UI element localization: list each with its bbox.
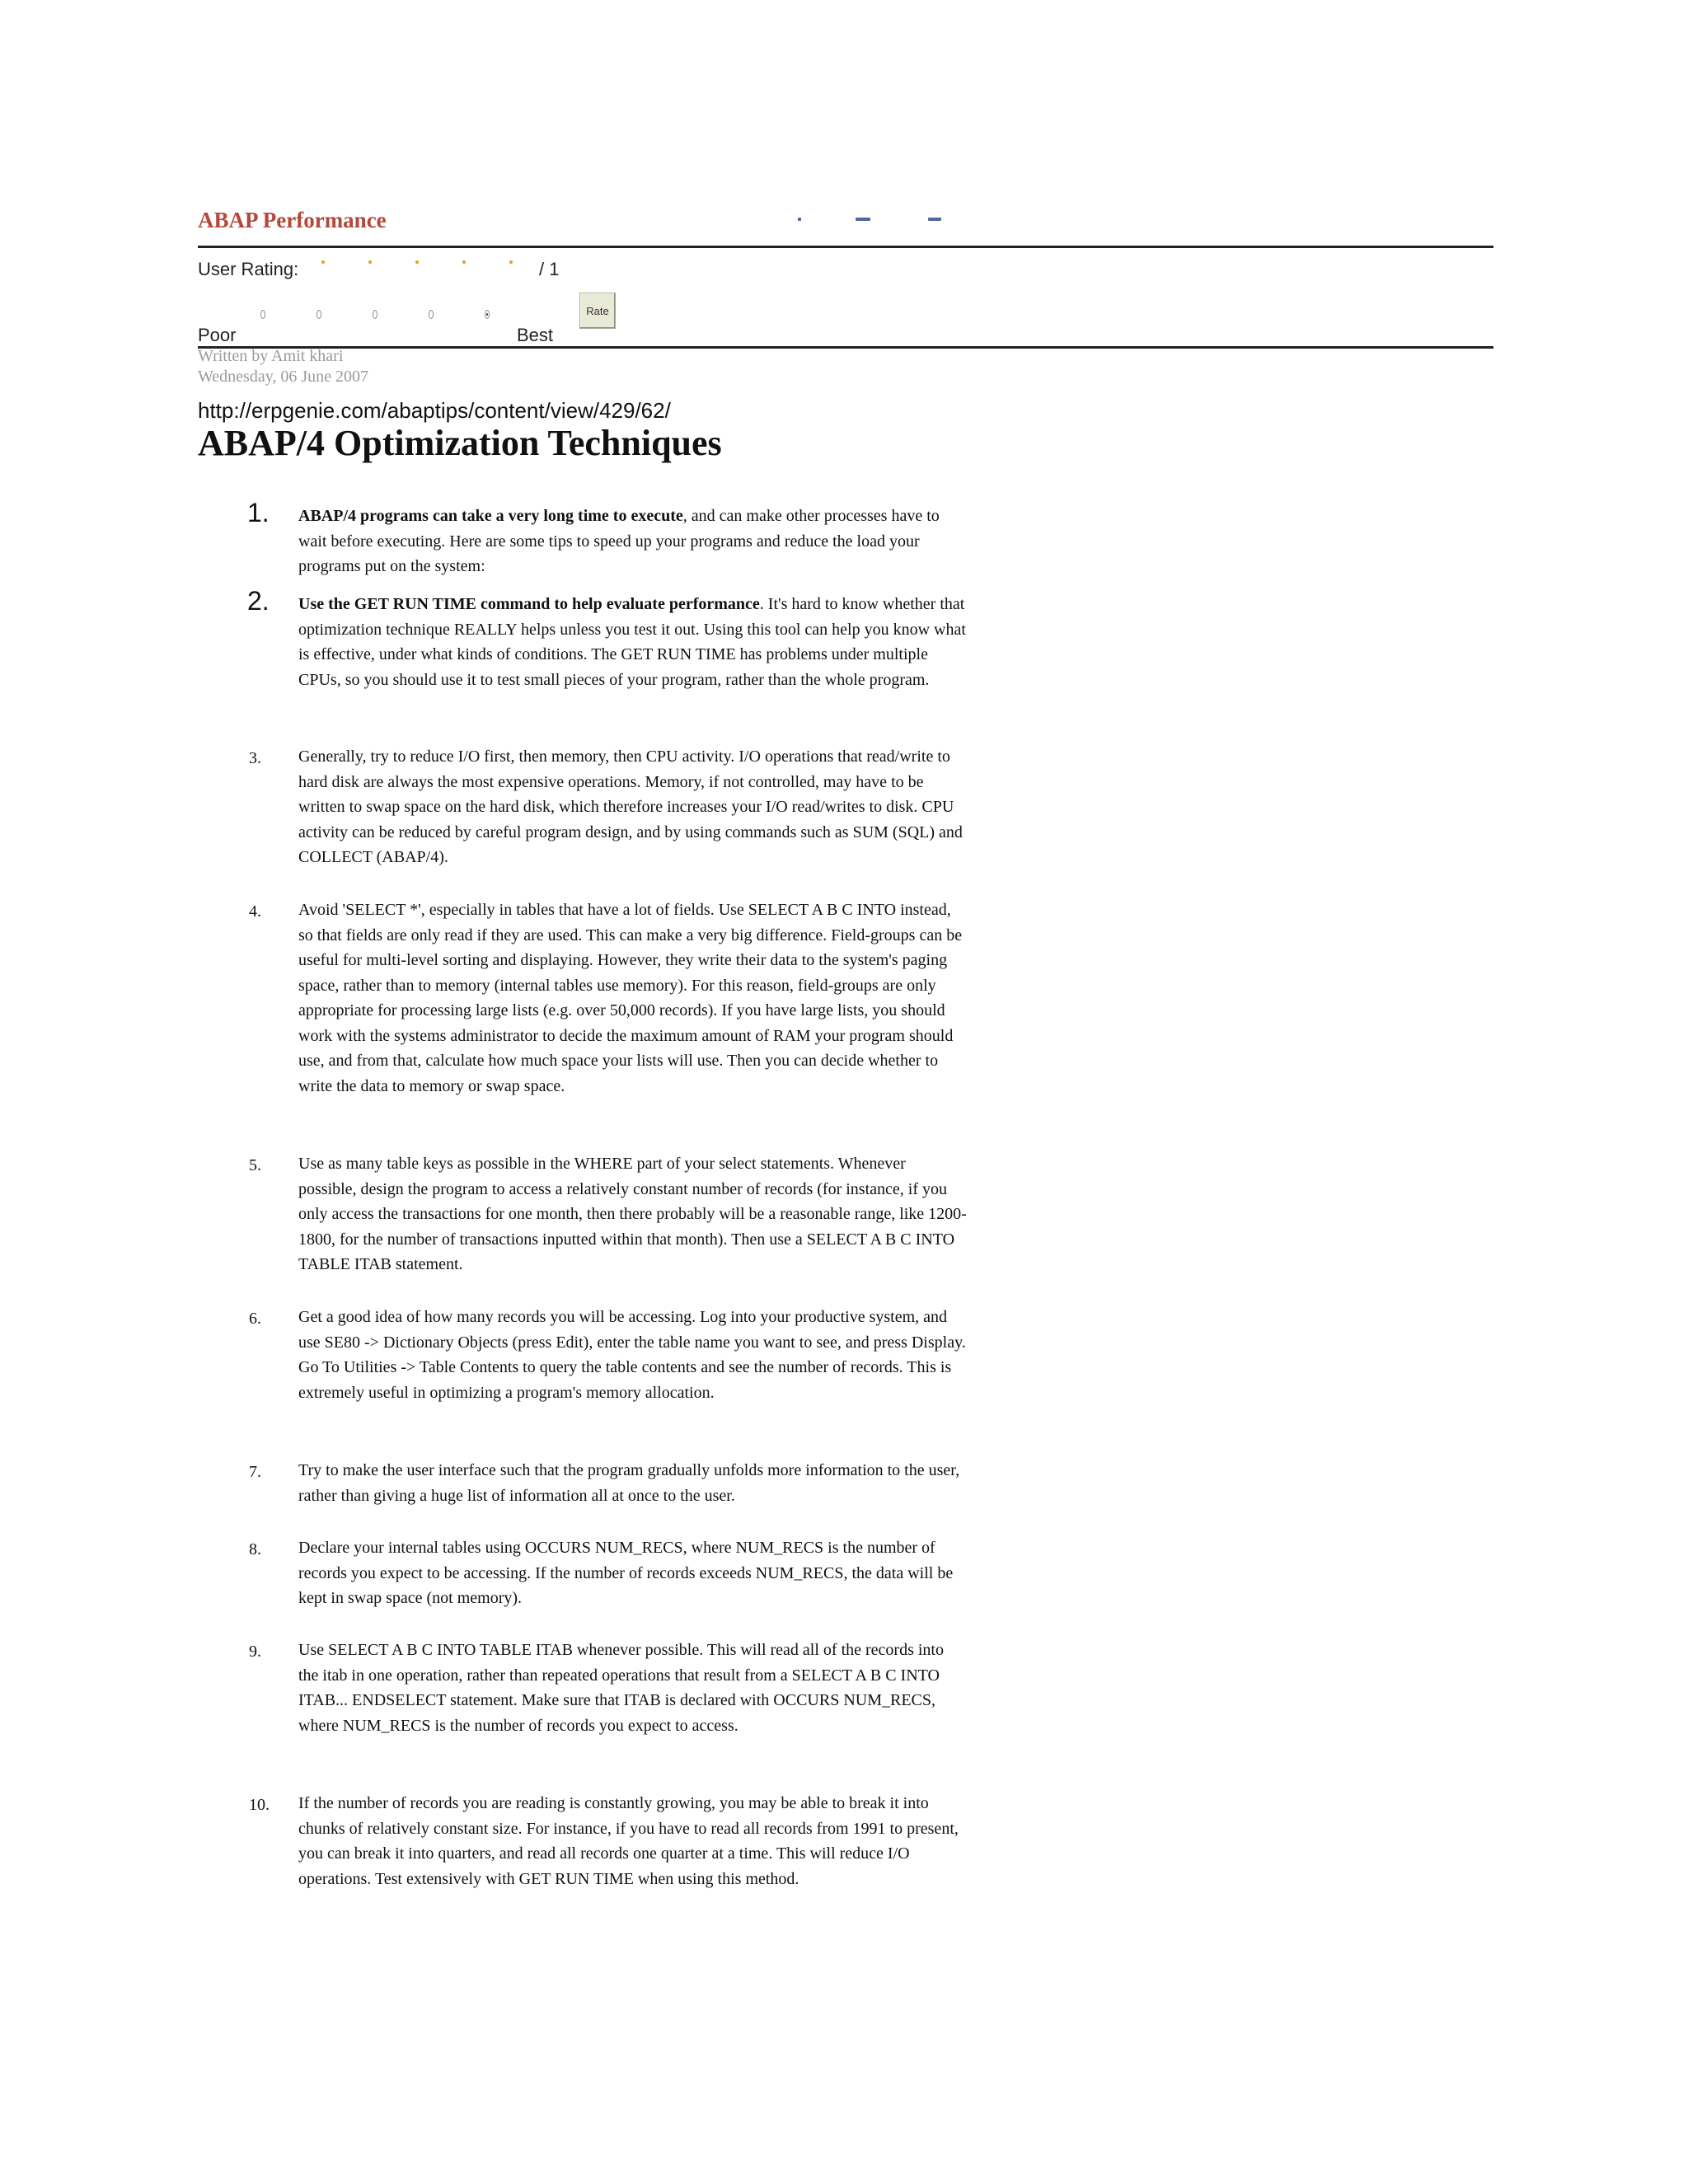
list-item-number: 10. — [249, 1796, 270, 1814]
header-divider — [198, 246, 1493, 248]
list-item: If the number of records you are reading is constantly growing, you may be able to break it into chunks of relatively constant size. For instance, if you have to read all records from 1991 to present, you can break it into quarters, and read all records one quarter at a time. This will reduce I/O operations. Test extensively with GET RUN TIME when using this method. — [298, 1794, 959, 1888]
list-item — [298, 504, 968, 579]
rating-divider — [198, 346, 1493, 349]
star-icon — [509, 260, 513, 264]
list-item-number: 6. — [249, 1310, 261, 1328]
list-item: Declare your internal tables using OCCURS NUM_RECS, where NUM_RECS is the number of records you expect to be accessing. If the number of records exceeds NUM_RECS, the data will be kept in swap space (not memory). — [298, 1539, 954, 1607]
tip-body: , and can make other processes have to wait before executing. Here are some tips to speed up your programs and reduce the load your programs put on the system: — [298, 507, 940, 575]
list-item-number: 1. — [247, 498, 270, 527]
best-label: Best — [517, 325, 554, 345]
list-item-number: 3. — [249, 749, 261, 767]
tip-body: . It's hard to know whether that optimization technique REALLY helps unless you test it out. Using this tool can help you know what is effective, under what kinds of conditions. The GET RUN TIME has problems under multiple CPUs, so you should use it to test small pieces of your program, rather than the whole program. — [298, 595, 966, 689]
rating-value: / 1 — [539, 259, 560, 279]
list-item: Generally, try to reduce I/O first, then memory, then CPU activity. I/O operations that read/write to hard disk are always the most expensive operations. Memory, if not controlled, may have to be written to swap space on the hard disk, which therefore increases your I/O read/writes to disk. CPU activity can be reduced by careful program design, and by using commands such as SUM (SQL) and COLLECT (ABAP/4). — [298, 748, 963, 866]
publish-date: Wednesday, 06 June 2007 — [198, 368, 369, 386]
article-title: ABAP/4 Optimization Techniques — [198, 423, 722, 463]
list-item-number: 7. — [249, 1463, 261, 1481]
list-item-number: 5. — [249, 1156, 261, 1174]
rating-radio-1[interactable] — [260, 310, 265, 319]
list-item — [298, 592, 968, 692]
list-item-number: 9. — [249, 1643, 261, 1661]
list-item-number: 8. — [249, 1540, 261, 1558]
list-item: Use as many table keys as possible in the WHERE part of your select statements. Whenever possible, design the program to access a relatively constant number of records (for instance, if you only access the transactions for one month, then there probably will be a reasonable range, like 1200-1800, for the number of transactions inputted within that month). Then use a SELECT A B C INTO TABLE ITAB statement. — [298, 1155, 967, 1273]
list-item: Use SELECT A B C INTO TABLE ITAB whenever possible. This will read all of the records into the itab in one operation, rather than repeated operations that result from a SELECT A B C INTO ITAB... ENDSELECT statement. Make sure that ITAB is declared with OCCURS NUM_RECS, where NUM_RECS is the number of records you expect to access. — [298, 1641, 944, 1735]
rate-button[interactable]: Rate — [579, 293, 616, 329]
print-icon[interactable] — [856, 218, 870, 221]
star-icon — [368, 260, 372, 264]
rating-radio-5[interactable] — [485, 310, 490, 319]
list-item-number: 4. — [249, 902, 261, 921]
list-item-number: 2. — [247, 586, 270, 616]
rating-radio-2[interactable] — [316, 310, 321, 319]
poor-label: Poor — [198, 325, 237, 345]
list-item: Avoid 'SELECT *', especially in tables that have a lot of fields. Use SELECT A B C INTO instead, so that fields are only read if they are used. This can make a very big difference. Field-groups can be useful for multi-level sorting and displaying. However, they write their data to the system's paging space, rather than to memory (internal tables use memory). For this reason, field-groups are only appropriate for processing large lists (e.g. over 50,000 records). If you have large lists, you should work with the systems administrator to decide the maximum amount of RAM your program should use, and from that, calculate how much space your lists will use. Then you can decide whether to write the data to memory or swap space. — [298, 901, 963, 1095]
user-rating-label: User Rating: — [198, 259, 299, 279]
star-icon — [462, 260, 466, 264]
author-byline: Written by Amit khari — [198, 347, 344, 365]
pdf-icon[interactable] — [798, 218, 801, 221]
list-item: Try to make the user interface such that the program gradually unfolds more information to the user, rather than giving a huge list of information all at once to the user. — [298, 1461, 960, 1505]
source-url: http://erpgenie.com/abaptips/content/view/429/62/ — [198, 398, 671, 423]
tip-heading: ABAP/4 programs can take a very long time to execute — [298, 507, 683, 525]
rating-radio-3[interactable] — [373, 310, 377, 319]
list-item: Get a good idea of how many records you will be accessing. Log into your productive system, and use SE80 -> Dictionary Objects (press Edit), enter the table name you want to see, and press Display. Go To Utilities -> Table Contents to query the table contents and see the number of records. This is extremely useful in optimizing a program's memory allocation. — [298, 1308, 966, 1402]
email-icon[interactable] — [928, 218, 941, 221]
tip-heading: Use the GET RUN TIME command to help evaluate performance — [298, 595, 760, 613]
site-title: ABAP Performance — [198, 208, 387, 232]
rating-radio-4[interactable] — [429, 310, 434, 319]
star-icon — [415, 260, 419, 264]
star-icon — [321, 260, 325, 264]
